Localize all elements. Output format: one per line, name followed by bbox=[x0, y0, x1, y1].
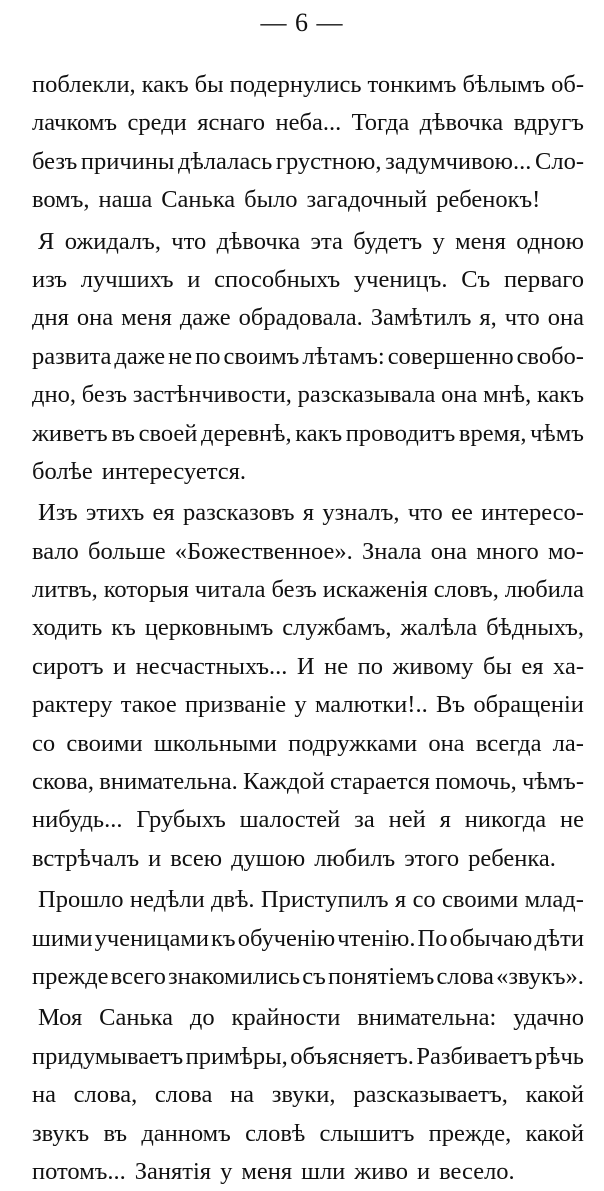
word: меня bbox=[455, 227, 506, 255]
word: бѣдныхъ, bbox=[486, 614, 584, 642]
word: Изъ bbox=[38, 499, 78, 527]
word: будетъ bbox=[353, 227, 423, 255]
word: об- bbox=[551, 71, 584, 98]
paragraph bbox=[32, 66, 584, 220]
word: грустною, bbox=[275, 147, 382, 175]
word: на bbox=[230, 1081, 255, 1109]
word: загадочный bbox=[306, 186, 428, 214]
word: млад- bbox=[524, 886, 584, 914]
text-line bbox=[32, 104, 584, 142]
word: она bbox=[441, 381, 478, 409]
paragraph bbox=[32, 999, 584, 1191]
word: И bbox=[296, 652, 315, 680]
word: и bbox=[417, 1157, 431, 1185]
word: Каждой bbox=[243, 768, 325, 796]
word: Санька bbox=[161, 186, 236, 214]
body-text bbox=[32, 66, 584, 1191]
word: «звукъ». bbox=[496, 962, 584, 990]
word: она bbox=[547, 304, 584, 332]
paragraph bbox=[32, 223, 584, 492]
word: знакомились bbox=[168, 962, 301, 990]
word: по bbox=[357, 652, 383, 680]
word: она bbox=[428, 729, 465, 757]
word: нибудь... bbox=[32, 806, 123, 834]
word: и bbox=[148, 844, 162, 872]
word: чѣмъ- bbox=[522, 768, 584, 796]
word: яснаго bbox=[197, 109, 266, 137]
word: ея bbox=[152, 499, 175, 527]
word: рактеру bbox=[32, 691, 113, 719]
word: перваго bbox=[503, 265, 584, 293]
word: любила bbox=[504, 576, 584, 604]
text-line bbox=[32, 881, 584, 919]
word: лѣтамъ: bbox=[302, 342, 385, 370]
word: своими bbox=[442, 886, 519, 914]
text-line bbox=[32, 66, 584, 104]
word: Я bbox=[38, 227, 55, 255]
word: узналъ, bbox=[322, 499, 400, 527]
text-line bbox=[32, 725, 584, 763]
text-line bbox=[32, 181, 584, 219]
word: у bbox=[432, 227, 445, 255]
word: изъ bbox=[32, 265, 68, 293]
text-line bbox=[32, 1115, 584, 1153]
word: лучшихъ bbox=[80, 265, 174, 293]
word: Разбиваетъ bbox=[416, 1042, 533, 1070]
word: какъ bbox=[295, 419, 343, 447]
text-line bbox=[32, 143, 584, 181]
word: много bbox=[476, 537, 539, 565]
word: весело. bbox=[439, 1157, 515, 1185]
word: бы bbox=[194, 71, 224, 98]
word: ея bbox=[521, 652, 544, 680]
word: помочь, bbox=[435, 768, 517, 796]
word: безъ bbox=[271, 576, 317, 604]
word: слова bbox=[436, 962, 494, 990]
word: у bbox=[220, 1157, 233, 1185]
word: у bbox=[294, 691, 307, 719]
word: встрѣчалъ bbox=[32, 844, 140, 872]
word: я bbox=[439, 806, 451, 834]
word: застѣнчивости, bbox=[132, 381, 292, 409]
word: дня bbox=[32, 304, 69, 332]
word: Знала bbox=[361, 537, 422, 565]
word: подернулись bbox=[229, 71, 362, 98]
word: ребенка. bbox=[468, 844, 556, 872]
word: шими bbox=[32, 924, 93, 952]
word: вало bbox=[32, 537, 79, 565]
word: совершенно bbox=[387, 342, 514, 370]
word: и bbox=[187, 265, 201, 293]
word: несчастныхъ... bbox=[135, 652, 288, 680]
word: я bbox=[394, 886, 407, 914]
word: школьными bbox=[153, 729, 277, 757]
word: обращеніи bbox=[473, 691, 584, 719]
word: искаженія bbox=[322, 576, 428, 604]
word: больше bbox=[88, 537, 166, 565]
word: живо bbox=[354, 1157, 408, 1185]
text-line bbox=[32, 801, 584, 839]
word: службамъ, bbox=[282, 614, 392, 642]
word: Замѣтилъ bbox=[370, 304, 472, 332]
word: данномъ bbox=[141, 1119, 231, 1147]
text-line bbox=[32, 533, 584, 571]
word: живетъ bbox=[32, 419, 108, 447]
word: одною bbox=[516, 227, 584, 255]
word: подружками bbox=[288, 729, 418, 757]
word: внимательна. bbox=[99, 768, 238, 796]
word: душою bbox=[231, 844, 306, 872]
text-line bbox=[32, 415, 584, 453]
word: Моя bbox=[38, 1004, 83, 1032]
word: разсказываетъ, bbox=[353, 1081, 508, 1109]
word: Санька bbox=[99, 1004, 174, 1032]
word: словѣ bbox=[245, 1119, 306, 1147]
word: Занятія bbox=[134, 1157, 212, 1185]
word: шалостей bbox=[239, 806, 341, 834]
word: никогда bbox=[464, 806, 547, 834]
word: съ bbox=[302, 962, 326, 990]
word: какъ bbox=[537, 381, 584, 409]
word: среди bbox=[127, 109, 187, 137]
word: ха- bbox=[553, 652, 584, 680]
text-line bbox=[32, 494, 584, 532]
word: неба... bbox=[275, 109, 342, 137]
word: читала bbox=[194, 576, 266, 604]
word: объясняетъ. bbox=[290, 1042, 414, 1070]
word: Съ bbox=[461, 265, 491, 293]
word: безъ bbox=[81, 381, 127, 409]
word: ученицъ. bbox=[353, 265, 448, 293]
word: чѣмъ bbox=[530, 419, 584, 447]
word: тонкимъ bbox=[367, 71, 457, 98]
word: мнѣ, bbox=[483, 381, 532, 409]
word: чтенію. bbox=[337, 924, 416, 952]
word: не bbox=[324, 652, 349, 680]
word: дѣвочка bbox=[216, 227, 301, 255]
word: способныхъ bbox=[214, 265, 341, 293]
paragraph bbox=[32, 881, 584, 996]
word: и bbox=[113, 652, 127, 680]
word: всего bbox=[110, 962, 166, 990]
word: какой bbox=[525, 1119, 584, 1147]
word: какъ bbox=[141, 71, 189, 98]
word: въ bbox=[111, 419, 135, 447]
word: жалѣла bbox=[400, 614, 478, 642]
word: развита bbox=[32, 342, 112, 370]
word: любилъ bbox=[314, 844, 396, 872]
word: слышитъ bbox=[319, 1119, 415, 1147]
word: обученію bbox=[237, 924, 336, 952]
word: потомъ... bbox=[32, 1157, 126, 1185]
word: ее bbox=[451, 499, 473, 527]
word: словъ, bbox=[433, 576, 499, 604]
word: всею bbox=[170, 844, 223, 872]
word: къ bbox=[111, 614, 136, 642]
word: бѣлымъ bbox=[462, 71, 546, 98]
word: деревнѣ, bbox=[201, 419, 292, 447]
text-line bbox=[32, 958, 584, 996]
word: лачкомъ bbox=[32, 109, 118, 137]
word: разсказывала bbox=[297, 381, 436, 409]
word: которыя bbox=[103, 576, 189, 604]
word: вомъ, bbox=[32, 186, 90, 214]
word: этихъ bbox=[85, 499, 145, 527]
word: Въ bbox=[436, 691, 466, 719]
word: болѣе bbox=[32, 457, 93, 485]
word: даже bbox=[179, 304, 231, 332]
word: интересуется. bbox=[101, 457, 246, 485]
word: живому bbox=[392, 652, 474, 680]
word: По bbox=[417, 924, 448, 952]
word: дно, bbox=[32, 381, 76, 409]
word: церковнымъ bbox=[144, 614, 274, 642]
word: звуки, bbox=[271, 1081, 336, 1109]
word: поблекли, bbox=[32, 71, 136, 98]
word: обычаю bbox=[449, 924, 533, 952]
word: меня bbox=[241, 1157, 293, 1185]
word: крайности bbox=[231, 1004, 341, 1032]
word: я, bbox=[479, 304, 497, 332]
word: придумываетъ bbox=[32, 1042, 184, 1070]
word: ожидалъ, bbox=[64, 227, 161, 255]
word: къ bbox=[211, 924, 236, 952]
word: слова bbox=[154, 1081, 213, 1109]
word: старается bbox=[329, 768, 430, 796]
word: дѣвочка bbox=[419, 109, 504, 137]
word: малютки!.. bbox=[314, 691, 428, 719]
word: двѣ. bbox=[211, 886, 255, 914]
word: дѣти bbox=[534, 924, 584, 952]
word: по bbox=[195, 342, 221, 370]
word: своей bbox=[138, 419, 198, 447]
word: литвъ, bbox=[32, 576, 98, 604]
word: удачно bbox=[513, 1004, 584, 1032]
word: ученицами bbox=[94, 924, 209, 952]
word: ла- bbox=[552, 729, 584, 757]
word: причины bbox=[80, 147, 175, 175]
word: мо- bbox=[548, 537, 584, 565]
text-line bbox=[32, 686, 584, 724]
word: Сло- bbox=[535, 147, 584, 175]
word: эта bbox=[310, 227, 343, 255]
word: на bbox=[32, 1081, 56, 1109]
word: своимъ bbox=[223, 342, 300, 370]
text-line bbox=[32, 1076, 584, 1114]
text-line bbox=[32, 763, 584, 801]
word: время, bbox=[458, 419, 527, 447]
word: свобо- bbox=[516, 342, 584, 370]
word: сиротъ bbox=[32, 652, 104, 680]
word: внимательна: bbox=[357, 1004, 497, 1032]
text-line bbox=[32, 648, 584, 686]
word: безъ bbox=[32, 147, 78, 175]
word: обрадовала. bbox=[238, 304, 363, 332]
word: Тогда bbox=[351, 109, 410, 137]
word: что bbox=[407, 499, 443, 527]
word: она bbox=[76, 304, 114, 332]
word: такое bbox=[120, 691, 177, 719]
word: интересо- bbox=[481, 499, 584, 527]
word: бы bbox=[482, 652, 512, 680]
word: прежде, bbox=[428, 1119, 512, 1147]
text-line bbox=[32, 223, 584, 261]
word: меня bbox=[121, 304, 172, 332]
word: прежде bbox=[32, 962, 109, 990]
word: не bbox=[168, 342, 193, 370]
word: звукъ bbox=[32, 1119, 90, 1147]
word: примѣры, bbox=[185, 1042, 288, 1070]
text-line bbox=[32, 1153, 584, 1191]
word: понятіемъ bbox=[327, 962, 435, 990]
text-line bbox=[32, 571, 584, 609]
word: Грубыхъ bbox=[136, 806, 226, 834]
word: наша bbox=[98, 186, 153, 214]
word: со bbox=[412, 886, 436, 914]
text-line bbox=[32, 338, 584, 376]
word: разсказовъ bbox=[183, 499, 295, 527]
text-line bbox=[32, 609, 584, 647]
paragraph bbox=[32, 494, 584, 878]
word: что bbox=[171, 227, 207, 255]
text-line bbox=[32, 299, 584, 337]
word: со bbox=[32, 729, 56, 757]
word: въ bbox=[103, 1119, 128, 1147]
word: не bbox=[559, 806, 584, 834]
text-line bbox=[32, 999, 584, 1037]
word: было bbox=[244, 186, 298, 214]
word: всегда bbox=[475, 729, 542, 757]
text-line bbox=[32, 376, 584, 414]
word: даже bbox=[114, 342, 166, 370]
word: слова, bbox=[73, 1081, 138, 1109]
word: за bbox=[354, 806, 375, 834]
page-number: — 6 — bbox=[260, 8, 344, 37]
word: она bbox=[430, 537, 468, 565]
word: своими bbox=[66, 729, 143, 757]
word: я bbox=[302, 499, 315, 527]
word: недѣли bbox=[129, 886, 205, 914]
word: ходить bbox=[32, 614, 103, 642]
word: ней bbox=[388, 806, 426, 834]
word: до bbox=[189, 1004, 215, 1032]
word: задумчивою... bbox=[385, 147, 532, 175]
word: какой bbox=[525, 1081, 584, 1109]
word: рѣчь bbox=[534, 1042, 584, 1070]
word: дѣлалась bbox=[178, 147, 273, 175]
text-line bbox=[32, 261, 584, 299]
word: «Божественное». bbox=[174, 537, 353, 565]
word: Прошло bbox=[38, 886, 124, 914]
word: проводитъ bbox=[345, 419, 456, 447]
word: ребенокъ! bbox=[436, 186, 541, 214]
word: что bbox=[504, 304, 540, 332]
word: Приступилъ bbox=[260, 886, 389, 914]
word: вдругъ bbox=[513, 109, 584, 137]
text-line bbox=[32, 920, 584, 958]
text-line bbox=[32, 840, 584, 878]
word: этого bbox=[404, 844, 460, 872]
word: призваніе bbox=[185, 691, 287, 719]
word: скова, bbox=[32, 768, 95, 796]
text-line bbox=[32, 453, 584, 491]
word: шли bbox=[301, 1157, 346, 1185]
